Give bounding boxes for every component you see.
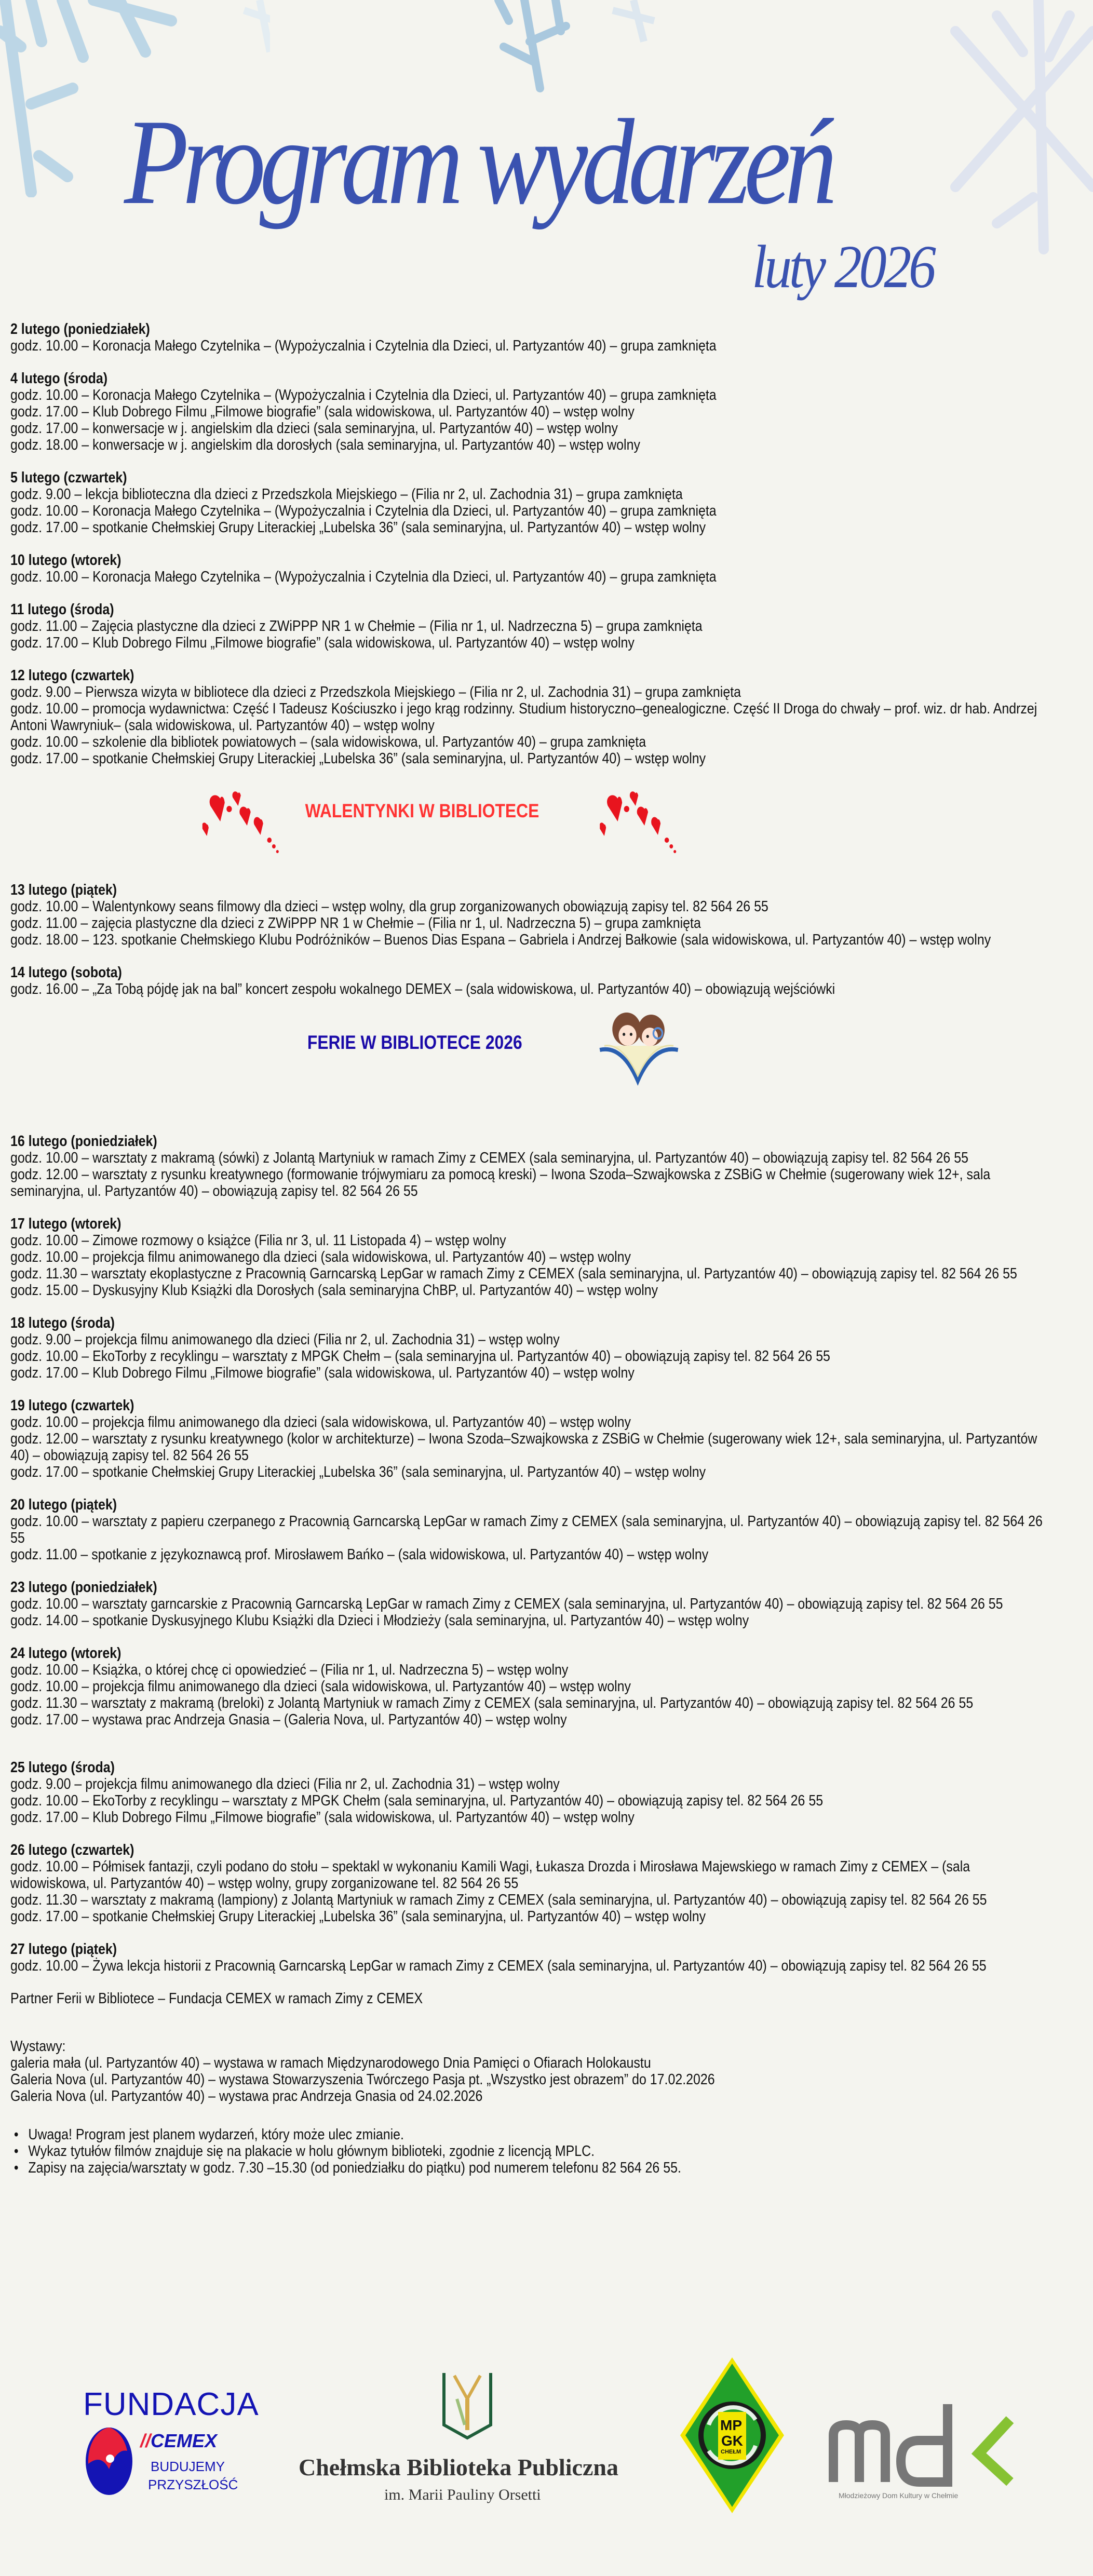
event-item: godz. 17.00 – spotkanie Chełmskiej Grupy Literackiej „Lubelska 36” (sala seminaryjna, ul. Partyzantów 40) – wstęp wolny (10, 1464, 706, 1480)
day-heading: 27 lutego (piątek) (10, 1941, 117, 1958)
event-item: godz. 9.00 – lekcja biblioteczna dla dzieci z Przedszkola Miejskiego – (Filia nr 2, ul. Zachodnia 31) – grupa zamknięta (10, 486, 683, 503)
day-heading: 19 lutego (czwartek) (10, 1397, 134, 1414)
ferie-banner-title: FERIE W BIBLIOTECE 2026 (307, 1032, 522, 1053)
snowflake-decoration-center-icon (441, 0, 659, 93)
ferie-banner (10, 1014, 1046, 1112)
event-item: godz. 9.00 – projekcja filmu animowanego dla dzieci (Filia nr 2, ul. Zachodnia 31) – wstęp wolny (10, 1776, 560, 1792)
event-item: godz. 17.00 – spotkanie Chełmskiej Grupy Literackiej „Lubelska 36” (sala seminaryjna, ul. Partyzantów 40) – wstęp wolny (10, 519, 706, 536)
day-block (10, 667, 1046, 767)
day-heading: 13 lutego (piątek) (10, 882, 117, 898)
event-item: godz. 14.00 – spotkanie Dyskusyjnego Klubu Książki dla Dzieci i Młodzieży (sala seminaryjna, ul. Partyzantów 40) – wstęp wolny (10, 1612, 749, 1629)
day-block (10, 1842, 1046, 1925)
day-block (10, 1397, 1046, 1480)
day-heading: 4 lutego (środa) (10, 370, 108, 387)
event-item: godz. 11.00 – spotkanie z językoznawcą prof. Mirosławem Bańko – (sala widowiskowa, ul. Partyzantów 40) – wstęp wolny (10, 1546, 709, 1563)
valentines-banner (10, 783, 1046, 861)
event-item: godz. 10.00 – Koronacja Małego Czytelnika – (Wypożyczalnia i Czytelnia dla Dzieci, ul. Partyzantów 40) – grupa zamknięta (10, 387, 717, 403)
event-item: godz. 17.00 – Klub Dobrego Filmu „Filmowe biografie” (sala widowiskowa, ul. Partyzantów 40) – wstęp wolny (10, 635, 635, 651)
event-item: godz. 10.00 – Walentynkowy seans filmowy dla dzieci – wstęp wolny, dla grup zorganizowanych obowiązują zapisy tel. 82 564 26 55 (10, 898, 768, 915)
day-heading: 26 lutego (czwartek) (10, 1842, 134, 1858)
mpgk-logo (678, 2357, 787, 2513)
day-heading: 23 lutego (poniedziałek) (10, 1579, 157, 1596)
event-item: godz. 9.00 – projekcja filmu animowanego dla dzieci (Filia nr 2, ul. Zachodnia 31) – wstęp wolny (10, 1331, 560, 1348)
day-block (10, 1216, 1046, 1299)
mpgk-text-3: CHEŁM (721, 2449, 741, 2455)
page-title: Program wydarzeń (124, 95, 831, 230)
day-heading: 17 lutego (wtorek) (10, 1216, 122, 1232)
event-item: godz. 9.00 – Pierwsza wizyta w bibliotece dla dzieci z Przedszkola Miejskiego – (Filia nr 2, ul. Zachodnia 31) – grupa zamknięta (10, 684, 741, 700)
day-block (10, 1941, 1046, 1974)
event-item: godz. 10.00 – szkolenie dla bibliotek powiatowych – (sala widowiskowa, ul. Partyzantów 40) – grupa zamknięta (10, 734, 646, 750)
event-schedule (10, 321, 1049, 2176)
library-subtitle: im. Marii Pauliny Orsetti (384, 2486, 541, 2503)
schedule-part-2 (10, 882, 1046, 997)
schedule-part-3 (10, 1133, 1046, 1974)
schedule-part-1 (10, 321, 1046, 767)
day-block (10, 1645, 1046, 1728)
exhibitions-section (10, 2038, 1046, 2105)
day-block (10, 1315, 1046, 1381)
event-item: godz. 17.00 – Klub Dobrego Filmu „Filmowe biografie” (sala widowiskowa, ul. Partyzantów 40) – wstęp wolny (10, 403, 635, 420)
exhibition-item: Galeria Nova (ul. Partyzantów 40) – wystawa Stowarzyszenia Twórczego Pasja pt. „Wszystko jest obrazem” do 17.02.2026 (10, 2071, 715, 2088)
event-item: godz. 10.00 – Żywa lekcja historii z Pracownią Garncarską LepGar w ramach Zimy z CEMEX (sala seminaryjna, ul. Partyzantów 40) – obowiązują zapisy tel. 82 564 26 55 (10, 1958, 987, 1974)
event-item: godz. 11.00 – Zajęcia plastyczne dla dzieci z ZWiPPP NR 1 w Chełmie – (Filia nr 1, ul. Nadrzeczna 5) – grupa zamknięta (10, 618, 703, 635)
event-item: godz. 17.00 – wystawa prac Andrzeja Gnasia – (Galeria Nova, ul. Partyzantów 40) – wstęp wolny (10, 1711, 567, 1728)
day-block (10, 1579, 1046, 1629)
event-item: godz. 10.00 – Koronacja Małego Czytelnika – (Wypożyczalnia i Czytelnia dla Dzieci, ul. Partyzantów 40) – grupa zamknięta (10, 569, 717, 585)
event-item: godz. 10.00 – Zimowe rozmowy o książce (Filia nr 3, ul. 11 Listopada 4) – wstęp wolny (10, 1232, 506, 1249)
event-item: godz. 17.00 – spotkanie Chełmskiej Grupy Literackiej „Lubelska 36” (sala seminaryjna, ul. Partyzantów 40) – wstęp wolny (10, 750, 706, 767)
day-heading: 14 lutego (sobota) (10, 964, 122, 981)
mpgk-text-1: MP (720, 2417, 742, 2433)
day-block (10, 370, 1046, 453)
day-heading: 11 lutego (środa) (10, 601, 114, 618)
day-block (10, 321, 1046, 354)
cemex-brand-text (140, 2430, 217, 2452)
kids-reading-book-icon (596, 1008, 685, 1086)
library-name: Chełmska Biblioteka Publiczna (299, 2454, 618, 2480)
event-item: godz. 15.00 – Dyskusyjny Klub Książki dla Dorosłych (sala seminaryjna ChBP, ul. Partyzantów 40) – wstęp wolny (10, 1282, 658, 1299)
event-item: godz. 10.00 – warsztaty garncarskie z Pracownią Garncarską LepGar w ramach Zimy z CEMEX (sala seminaryjna, ul. Partyzantów 40) – obowiązują zapisy tel. 82 564 26 55 (10, 1596, 1003, 1612)
day-block (10, 882, 1046, 948)
event-item: godz. 10.00 – projekcja filmu animowanego dla dzieci (sala widowiskowa, ul. Partyzantów 40) – wstęp wolny (10, 1414, 631, 1431)
day-heading: 2 lutego (poniedziałek) (10, 321, 150, 338)
mdk-mark-icon (828, 2404, 1015, 2487)
event-item: godz. 18.00 – konwersacje w j. angielskim dla dorosłych (sala seminaryjna, ul. Partyzantów 40) – wstęp wolny (10, 437, 640, 453)
event-item: godz. 11.00 – zajęcia plastyczne dla dzieci z ZWiPPP NR 1 w Chełmie – (Filia nr 1, ul. Nadrzeczna 5) – grupa zamknięta (10, 915, 701, 932)
event-item: godz. 10.00 – warsztaty z papieru czerpanego z Pracownią Garncarską LepGar w ramach Zimy z CEMEX (sala seminaryjna, ul. Partyzantów 40) – obowiązują zapisy tel. 82 564 26 55 (10, 1513, 1043, 1546)
partner-note: Partner Ferii w Bibliotece – Fundacja CEMEX w ramach Zimy z CEMEX (10, 1990, 423, 2007)
exhibition-item: galeria mała (ul. Partyzantów 40) – wystawa w ramach Międzynarodowego Dnia Pamięci o Ofiarach Holokaustu (10, 2055, 651, 2071)
schedule-condensed-wrapper (10, 321, 1046, 2176)
event-item: godz. 11.30 – warsztaty z makramą (lampiony) z Jolantą Martyniuk w ramach Zimy z CEMEX (sala seminaryjna, ul. Partyzantów 40) – obowiązują zapisy tel. 82 564 26 55 (10, 1892, 987, 1908)
cemex-slashes-icon: // (140, 2430, 151, 2451)
event-item: godz. 17.00 – Klub Dobrego Filmu „Filmowe biografie” (sala widowiskowa, ul. Partyzantów 40) – wstęp wolny (10, 1365, 635, 1381)
event-item: godz. 17.00 – konwersacje w j. angielskim dla dzieci (sala seminaryjna, ul. Partyzantów 40) – wstęp wolny (10, 420, 618, 437)
day-heading: 5 lutego (czwartek) (10, 469, 127, 486)
day-block (10, 552, 1046, 585)
mdk-subtitle: Młodzieżowy Dom Kultury w Chełmie (839, 2491, 959, 2500)
event-item: godz. 10.00 – projekcja filmu animowanego dla dzieci (sala widowiskowa, ul. Partyzantów 40) – wstęp wolny (10, 1249, 631, 1265)
event-item: godz. 10.00 – Książka, o której chcę ci opowiedzieć – (Filia nr 1, ul. Nadrzeczna 5) – wstęp wolny (10, 1662, 569, 1678)
cemex-tagline-1: BUDUJEMY (151, 2459, 225, 2474)
hearts-right-icon (600, 788, 698, 856)
event-item: godz. 10.00 – projekcja filmu animowanego dla dzieci (sala widowiskowa, ul. Partyzantów 40) – wstęp wolny (10, 1678, 631, 1695)
event-item: godz. 11.30 – warsztaty ekoplastyczne z Pracownią Garncarską LepGar w ramach Zimy z CEMEX (sala seminaryjna, ul. Partyzantów 40) – obowiązują zapisy tel. 82 564 26 55 (10, 1265, 1017, 1282)
sponsor-logos (0, 2352, 1093, 2529)
event-item: godz. 12.00 – warsztaty z rysunku kreatywnego (kolor w architekturze) – Iwona Szoda–Szwajkowska z ZSBiG w Chełmie (sugerowany wiek 12+, sala seminaryjna, ul. Partyzantów 40) – obowiązują zapisy tel. 82 564 26 55 (10, 1431, 1037, 1464)
event-item: godz. 10.00 – EkoTorby z recyklingu – warsztaty z MPGK Chełm – (sala seminaryjna ul. Partyzantów 40) – obowiązują zapisy tel. 82 564 26 55 (10, 1348, 830, 1365)
day-block (10, 1133, 1046, 1199)
day-heading: 20 lutego (piątek) (10, 1496, 117, 1513)
day-heading: 16 lutego (poniedziałek) (10, 1133, 157, 1150)
exhibition-item: Galeria Nova (ul. Partyzantów 40) – wystawa prac Andrzeja Gnasia od 24.02.2026 (10, 2088, 483, 2105)
cemex-brand-name: CEMEX (151, 2430, 218, 2451)
event-item: godz. 18.00 – 123. spotkanie Chełmskiego Klubu Podróżników – Buenos Dias Espana – Gabriela i Andrzej Bałkowie (sala widowiskowa, ul. Partyzantów 40) – wstęp wolny (10, 932, 991, 948)
event-item: godz. 11.30 – warsztaty z makramą (breloki) z Jolantą Martyniuk w ramach Zimy z CEMEX (sala seminaryjna, ul. Partyzantów 40) – obowiązują zapisy tel. 82 564 26 55 (10, 1695, 974, 1711)
mdk-logo (828, 2404, 1025, 2508)
page-subtitle-month: luty 2026 (752, 233, 934, 301)
library-logo (299, 2368, 641, 2524)
event-item: godz. 10.00 – warsztaty z makramą (sówki) z Jolantą Martyniuk w ramach Zimy z CEMEX (sala seminaryjna, ul. Partyzantów 40) – obowiązują zapisy tel. 82 564 26 55 (10, 1150, 968, 1166)
day-block (10, 601, 1046, 651)
exhibitions-heading: Wystawy: (10, 2038, 66, 2055)
day-heading: 24 lutego (wtorek) (10, 1645, 122, 1662)
note-item: • Wykaz tytułów filmów znajduje się na plakacie w holu głównym biblioteki, zgodnie z licencją MPLC. (10, 2143, 1046, 2160)
event-item: godz. 10.00 – EkoTorby z recyklingu – warsztaty z MPGK Chełm (sala seminaryjna, ul. Partyzantów 40) – obowiązują zapisy tel. 82 564 26 55 (10, 1792, 824, 1809)
note-item: • Zapisy na zajęcia/warsztaty w godz. 7.30 –15.30 (od poniedziałku do piątku) pod numerem telefonu 82 564 26 55. (10, 2160, 1046, 2176)
cemex-fundacja-text: FUNDACJA (83, 2386, 259, 2422)
cemex-tagline-2: PRZYSZŁOŚĆ (148, 2477, 238, 2492)
notes-list (10, 2126, 1046, 2176)
cemex-emblem-icon (86, 2427, 132, 2495)
event-item: godz. 17.00 – Klub Dobrego Filmu „Filmowe biografie” (sala widowiskowa, ul. Partyzantów 40) – wstęp wolny (10, 1809, 635, 1826)
event-item: godz. 10.00 – Koronacja Małego Czytelnika – (Wypożyczalnia i Czytelnia dla Dzieci, ul. Partyzantów 40) – grupa zamknięta (10, 503, 717, 519)
day-heading: 10 lutego (wtorek) (10, 552, 122, 569)
day-heading: 12 lutego (czwartek) (10, 667, 134, 684)
day-block (10, 469, 1046, 536)
valentines-banner-title: WALENTYNKI W BIBLIOTECE (305, 800, 539, 821)
event-item: godz. 10.00 – Koronacja Małego Czytelnika – (Wypożyczalnia i Czytelnia dla Dzieci, ul. Partyzantów 40) – grupa zamknięta (10, 338, 717, 354)
event-item: godz. 17.00 – spotkanie Chełmskiej Grupy Literackiej „Lubelska 36” (sala seminaryjna, ul. Partyzantów 40) – wstęp wolny (10, 1908, 706, 1925)
library-book-emblem-icon (439, 2368, 496, 2440)
hearts-left-icon (203, 788, 301, 856)
day-block (10, 964, 1046, 997)
event-item: godz. 12.00 – warsztaty z rysunku kreatywnego (formowanie trójwymiaru za pomocą kreski) – Iwona Szoda–Szwajkowska z ZSBiG w Chełmie (sugerowany wiek 12+, sala seminaryjna, ul. Partyzantów 40) – obowiązują zapisy tel. 82 564 26 55 (10, 1166, 991, 1199)
note-item: • Uwaga! Program jest planem wydarzeń, który może ulec zmianie. (10, 2126, 1046, 2143)
day-block (10, 1759, 1046, 1826)
event-item: godz. 10.00 – promocja wydawnictwa: Część I Tadeusz Kościuszko i jego krąg rodzinny. Studium historyczno–genealogiczne. Część II Droga do chwały – prof. wiz. dr hab. Andrzej Antoni Wawryniuk– (sala widowiskowa, ul. Partyzantów 40) – wstęp wolny (10, 700, 1037, 734)
mpgk-text-2: GK (721, 2433, 743, 2449)
day-heading: 18 lutego (środa) (10, 1315, 115, 1331)
cemex-foundation-logo (83, 2386, 260, 2524)
event-item: godz. 16.00 – „Za Tobą pójdę jak na bal” koncert zespołu wokalnego DEMEX – (sala widowiskowa, ul. Partyzantów 40) – obowiązują wejściówki (10, 981, 835, 997)
day-heading: 25 lutego (środa) (10, 1759, 115, 1776)
day-block (10, 1496, 1046, 1563)
event-item: godz. 10.00 – Półmisek fantazji, czyli podano do stołu – spektakl w wykonaniu Kamili Wagi, Łukasza Drozda i Mirosława Majewskiego w ramach Zimy z CEMEX – (sala widowiskowa, ul. Partyzantów 40) – wstęp wolny, grupy zorganizowane tel. 82 564 26 55 (10, 1858, 970, 1892)
